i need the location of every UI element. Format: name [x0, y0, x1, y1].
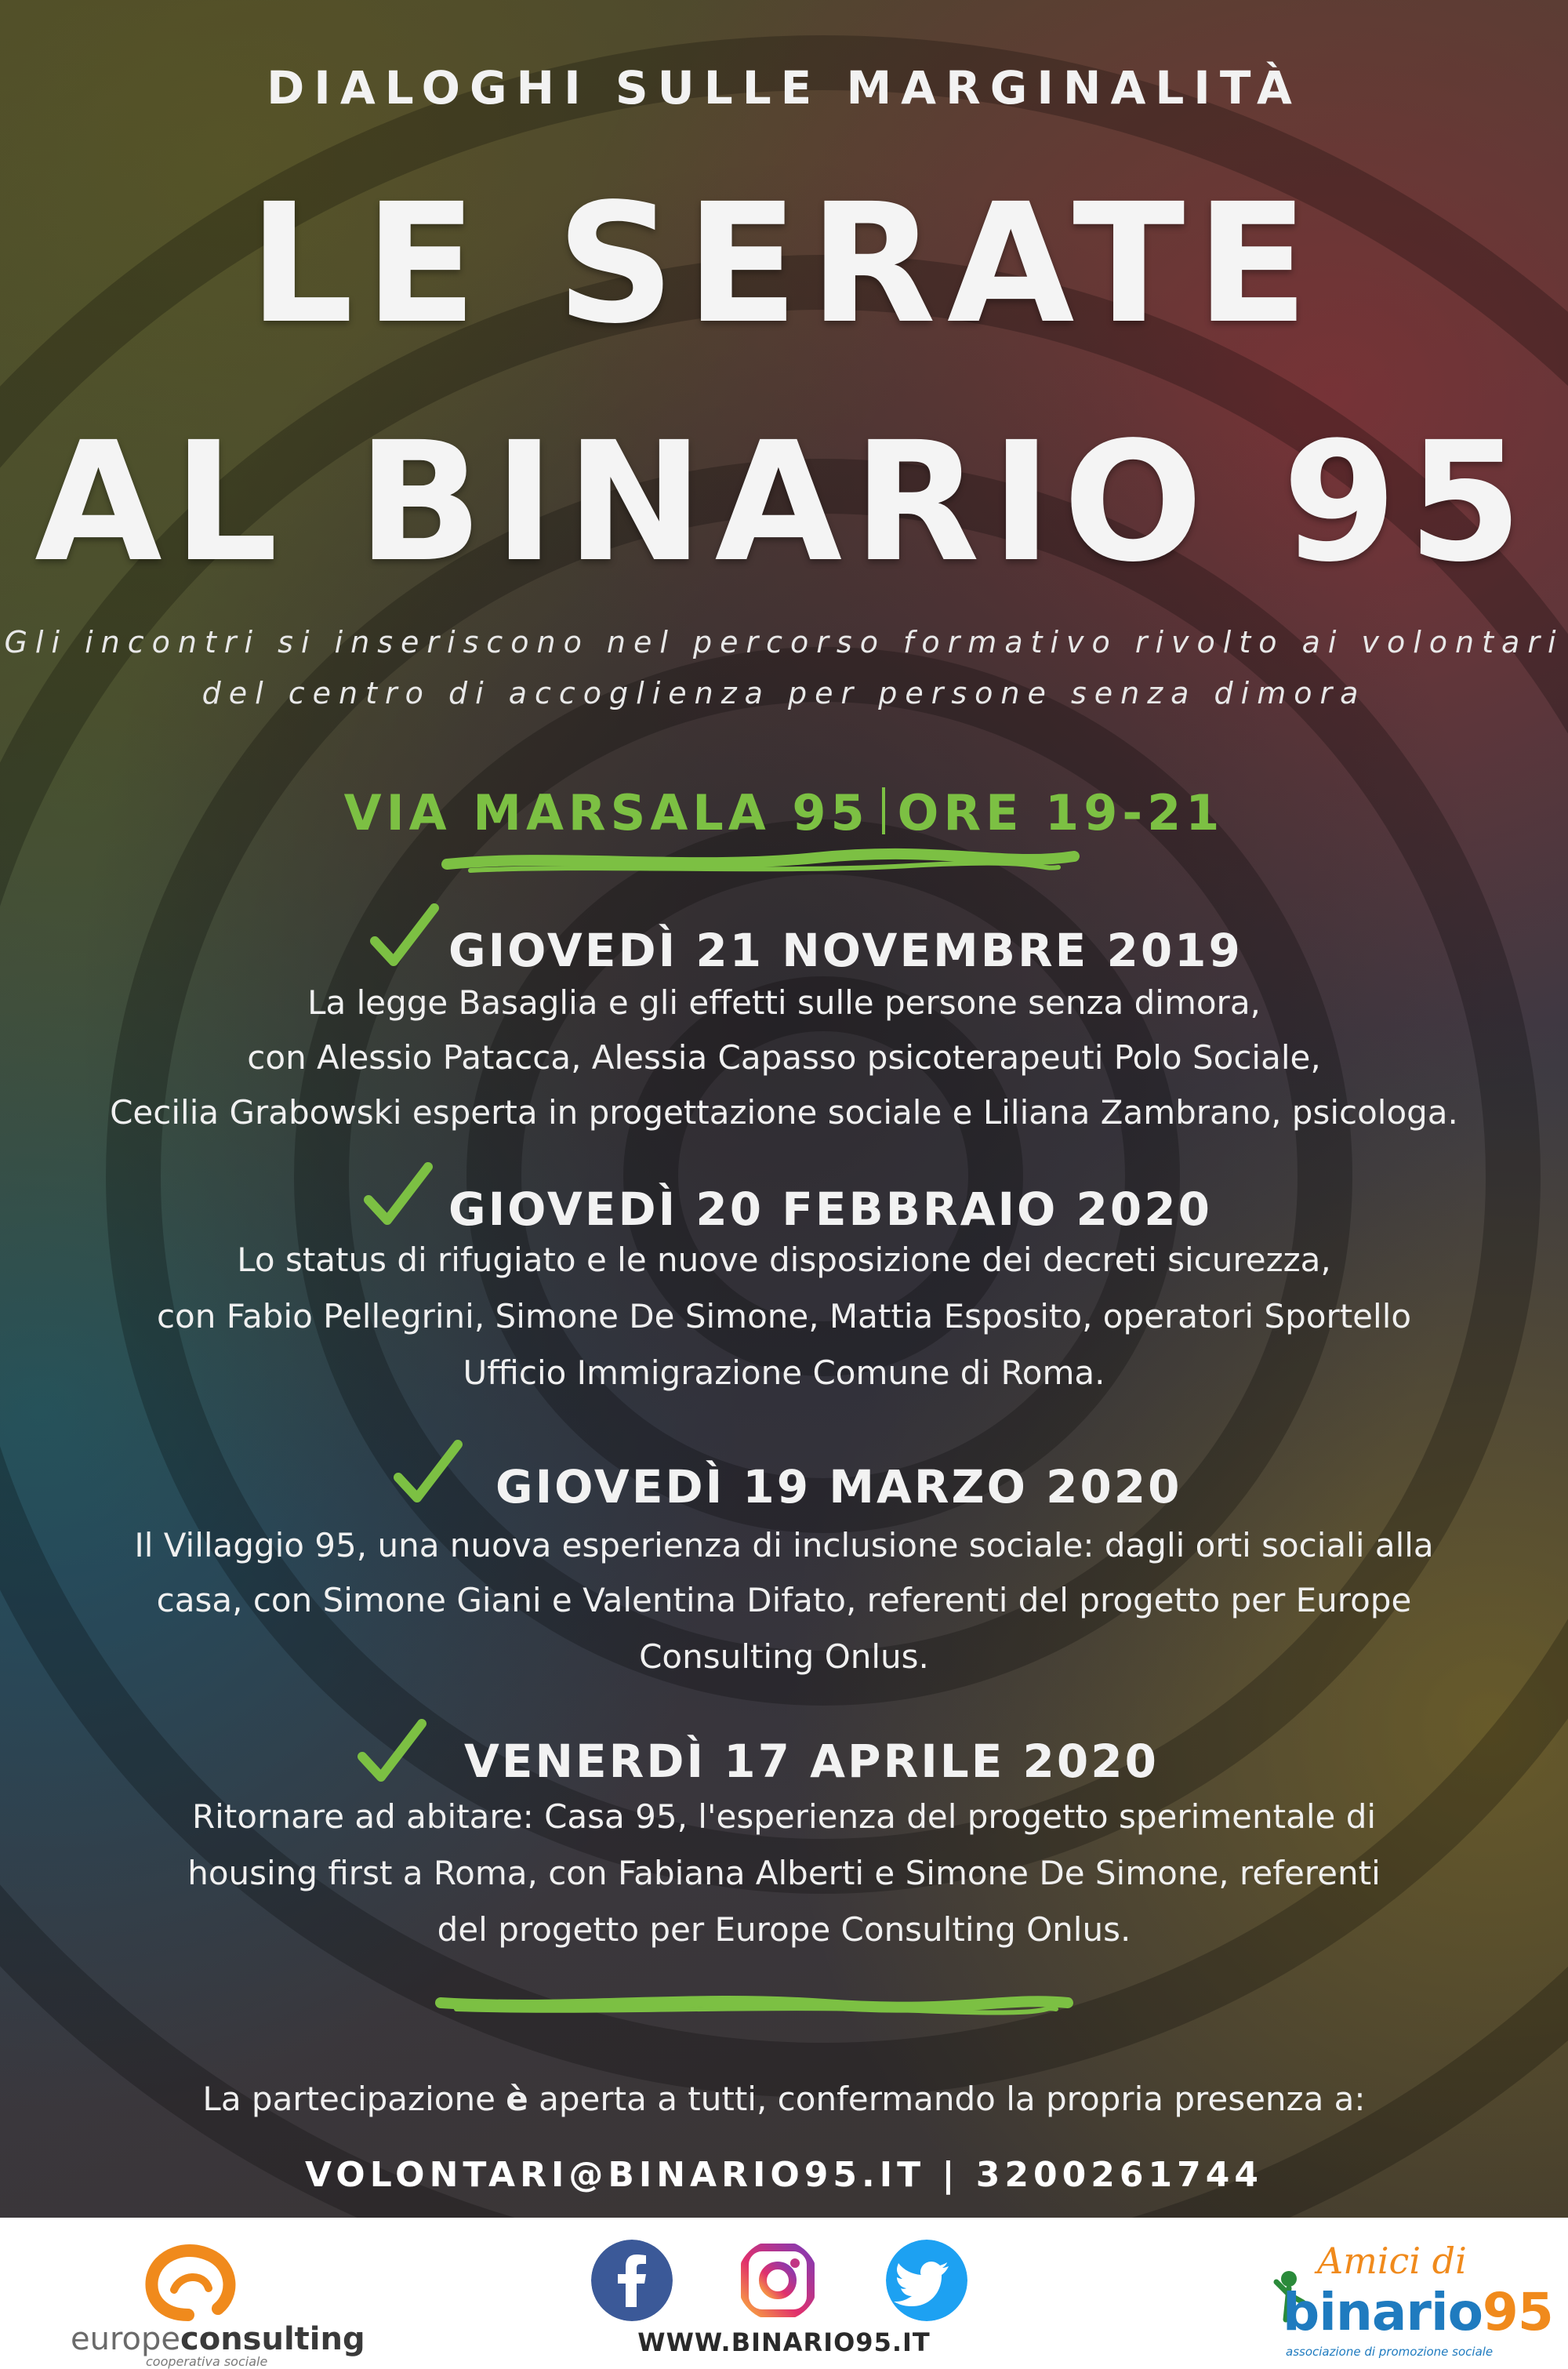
event-date: GIOVEDÌ 20 FEBBRAIO 2020 — [448, 1183, 1212, 1236]
venue-separator — [882, 787, 885, 834]
amici-logo-top-text: Amici di — [1317, 2240, 1467, 2282]
event-description-line: Consulting Onlus. — [639, 1637, 929, 1676]
event-description-line: Lo status di rifugiato e le nuove disposizione dei decreti sicurezza, — [237, 1241, 1331, 1279]
poster-subtitle-line-1: Gli incontri si inseriscono nel percorso formativo rivolto ai volontari — [4, 625, 1564, 659]
check-icon — [356, 1716, 426, 1786]
amici-logo-main-text — [1283, 2282, 1553, 2342]
europe-consulting-tagline: cooperativa sociale — [146, 2354, 268, 2369]
brush-stroke-bottom — [433, 1987, 1076, 2018]
event-description-line: con Alessio Patacca, Alessia Capasso psicoterapeuti Polo Sociale, — [247, 1038, 1321, 1077]
amici-logo-number: 95 — [1482, 2282, 1553, 2342]
venue-line — [0, 784, 1568, 841]
event-description-line: Cecilia Grabowski esperta in progettazione sociale e Liliana Zambrano, psicologa. — [110, 1093, 1458, 1132]
amici-logo-word: binario — [1283, 2282, 1483, 2342]
facebook-icon[interactable] — [591, 2240, 673, 2321]
check-icon — [392, 1437, 463, 1507]
venue-hours: ORE 19-21 — [897, 784, 1225, 841]
twitter-icon[interactable] — [886, 2240, 967, 2321]
event-description-line: del progetto per Europe Consulting Onlus. — [437, 1910, 1131, 1949]
event-date: GIOVEDÌ 19 MARZO 2020 — [495, 1460, 1182, 1513]
brush-stroke-top — [439, 847, 1082, 878]
event-description-line: La legge Basaglia e gli effetti sulle persone senza dimora, — [307, 983, 1261, 1022]
series-kicker: DIALOGHI SULLE MARGINALITÀ — [267, 61, 1301, 114]
poster-subtitle-line-2: del centro di accoglienza per persone senza dimora — [201, 676, 1367, 710]
event-description-line: Ufficio Immigrazione Comune di Roma. — [463, 1353, 1105, 1392]
venue-address: VIA MARSALA 95 — [343, 784, 869, 841]
event-description-line: casa, con Simone Giani e Valentina Difato, referenti del progetto per Europe — [156, 1581, 1412, 1619]
participation-text-end: aperta a tutti, confermando la propria presenza a: — [539, 2080, 1366, 2118]
participation-text-start: La partecipazione — [202, 2080, 495, 2118]
participation-text-emphasis: è — [506, 2080, 528, 2118]
europe-name-light: europe — [71, 2321, 180, 2357]
event-date: VENERDÌ 17 APRILE 2020 — [464, 1735, 1159, 1788]
website-link[interactable]: WWW.BINARIO95.IT — [637, 2327, 931, 2357]
contact-email-phone[interactable]: VOLONTARI@BINARIO95.IT | 3200261744 — [305, 2155, 1263, 2195]
event-description-line: Ritornare ad abitare: Casa 95, l'esperienza del progetto sperimentale di — [191, 1797, 1377, 1836]
check-icon — [362, 1159, 433, 1230]
event-description-line: con Fabio Pellegrini, Simone De Simone, Mattia Esposito, operatori Sportello — [156, 1297, 1412, 1335]
instagram-icon[interactable] — [737, 2240, 818, 2321]
poster-title-line-1: LE SERATE — [249, 168, 1319, 360]
event-description-line: Il Villaggio 95, una nuova esperienza di inclusione sociale: dagli orti sociali alla — [134, 1526, 1434, 1564]
event-date: GIOVEDÌ 21 NOVEMBRE 2019 — [448, 924, 1243, 977]
check-icon — [368, 900, 439, 971]
poster-title-line-2: AL BINARIO 95 — [34, 406, 1534, 598]
event-description-line: housing first a Roma, con Fabiana Alberti e Simone De Simone, referenti — [187, 1854, 1381, 1892]
europe-name-bold: consulting — [180, 2321, 365, 2357]
participation-note — [0, 2080, 1568, 2118]
amici-logo-tagline: associazione di promozione sociale — [1286, 2345, 1494, 2359]
